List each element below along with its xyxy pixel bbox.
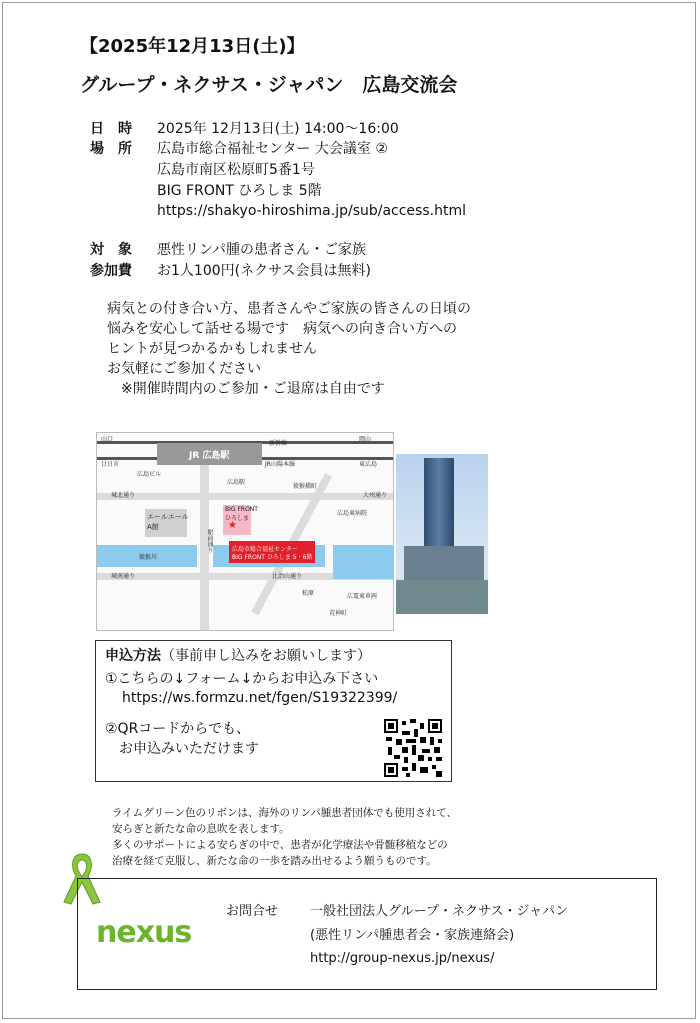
building-photo <box>396 454 488 614</box>
lower-building <box>404 546 484 580</box>
map-label: 広電東車両 <box>347 593 378 600</box>
map-label: 廿日市 <box>101 461 120 468</box>
contact-url-link[interactable]: http://group-nexus.jp/nexus/ <box>310 951 495 966</box>
station-label: JR 広島駅 <box>189 451 230 461</box>
message-line: お気軽にご参加ください <box>107 361 261 377</box>
message-line: ヒントが見つかるかもしれません <box>107 341 317 357</box>
message-line: ※開催時間内のご参加・ご退席は自由です <box>107 381 385 397</box>
nexus-logo: nexus <box>96 915 192 950</box>
ribbon-line: ライムグリーン色のリボンは、海外のリンパ腫患者団体でも使用されて、 <box>112 807 458 819</box>
map-label: 荒神町 <box>329 610 348 617</box>
message-line: 悩みを安心して話せる場です 病気への向き合い方への <box>107 321 457 337</box>
access-link[interactable]: https://shakyo-hiroshima.jp/sub/access.html <box>157 203 466 219</box>
apply-line-2: ②QRコードからでも、 <box>105 721 251 737</box>
message-line: 病気との付き合い方、患者さんやご家族の皆さんの日頃の <box>107 301 471 317</box>
map-label: JR山陽本線 <box>265 461 295 468</box>
place-label: 場 所 <box>90 141 132 157</box>
application-box <box>95 640 452 782</box>
ribbon-line: 多くのサポートによる安らぎの中で、患者が化学療法や骨髄移植などの <box>112 839 448 851</box>
place-line-3: BIG FRONT ひろしま 5階 <box>157 183 322 199</box>
apply-line-1: ①こちらの↓フォーム↓からお申込み下さい <box>105 671 379 687</box>
map-label: 猿猴橋町 <box>293 483 318 490</box>
ribbon-description <box>112 805 457 869</box>
map-label: 東広島 <box>359 461 378 468</box>
map-label: 岡山 <box>359 436 372 443</box>
river-water <box>396 580 488 614</box>
map-label: 松原 <box>302 590 315 597</box>
apply-title: 申込方法 <box>105 648 161 664</box>
form-link[interactable]: https://ws.formzu.net/fgen/S19322399/ <box>122 690 398 706</box>
fee-value: お1人100円(ネクサス会員は無料) <box>157 263 371 279</box>
ribbon-line: 治療を経て克服し、新たな命の一歩を踏み出せるよう願うものです。 <box>112 855 437 867</box>
ribbon-line: 安らぎと新たな命の息吹を表します。 <box>112 823 290 835</box>
place-line-2: 広島市南区松原町5番1号 <box>157 162 315 178</box>
callout-line-1: 広島市総合福祉センター <box>232 546 298 553</box>
invitation-message <box>107 299 471 399</box>
target-value: 悪性リンパ腫の患者さん・ご家族 <box>157 242 367 258</box>
apply-heading <box>105 645 371 665</box>
date-value: 2025年 12月13日(土) 14:00～16:00 <box>157 121 399 137</box>
map-label: 広島駅 <box>227 479 246 486</box>
place-line-1: 広島市総合福祉センター 大会議室 ② <box>157 141 388 157</box>
road <box>97 493 393 500</box>
map-label: 比治山通り <box>272 573 303 580</box>
contact-org-sub: (悪性リンパ腫患者会・家族連絡会) <box>310 928 515 943</box>
date-label: 日 時 <box>90 121 132 137</box>
contact-label: お問合せ <box>226 904 279 919</box>
map-label: 大州通り <box>363 492 388 499</box>
river <box>333 545 393 579</box>
map-label: 猿猴川 <box>139 554 158 561</box>
map-label: 城南通り <box>111 573 136 580</box>
date-title: 【2025年12月13日(土)】 <box>80 36 305 57</box>
map-label: 駅前通り <box>206 529 213 553</box>
apply-note: （事前申し込みをお願いします） <box>161 648 371 664</box>
target-label: 対 象 <box>90 242 132 258</box>
qr-code-icon[interactable] <box>382 717 444 779</box>
map-label: 広島東病院 <box>337 510 368 517</box>
map-label: BIG FRONT ひろしま <box>225 506 258 522</box>
map-label: 城北通り <box>111 492 136 499</box>
map-label: 山口 <box>101 436 114 443</box>
apply-line-3: お申込みいただけます <box>105 741 259 757</box>
map-label: エールエール A館 <box>147 513 189 531</box>
fee-label: 参加費 <box>90 263 132 279</box>
map-label: 新幹線 <box>269 440 288 447</box>
callout-line-2: BIG FRONT ひろしま 5・6階 <box>232 554 313 561</box>
location-star-icon: ★ <box>228 520 237 531</box>
access-map <box>96 432 394 631</box>
contact-org: 一般社団法人グループ・ネクサス・ジャパン <box>310 904 569 919</box>
event-title: グループ・ネクサス・ジャパン 広島交流会 <box>80 74 458 96</box>
map-label: 広島ビル <box>137 471 162 478</box>
